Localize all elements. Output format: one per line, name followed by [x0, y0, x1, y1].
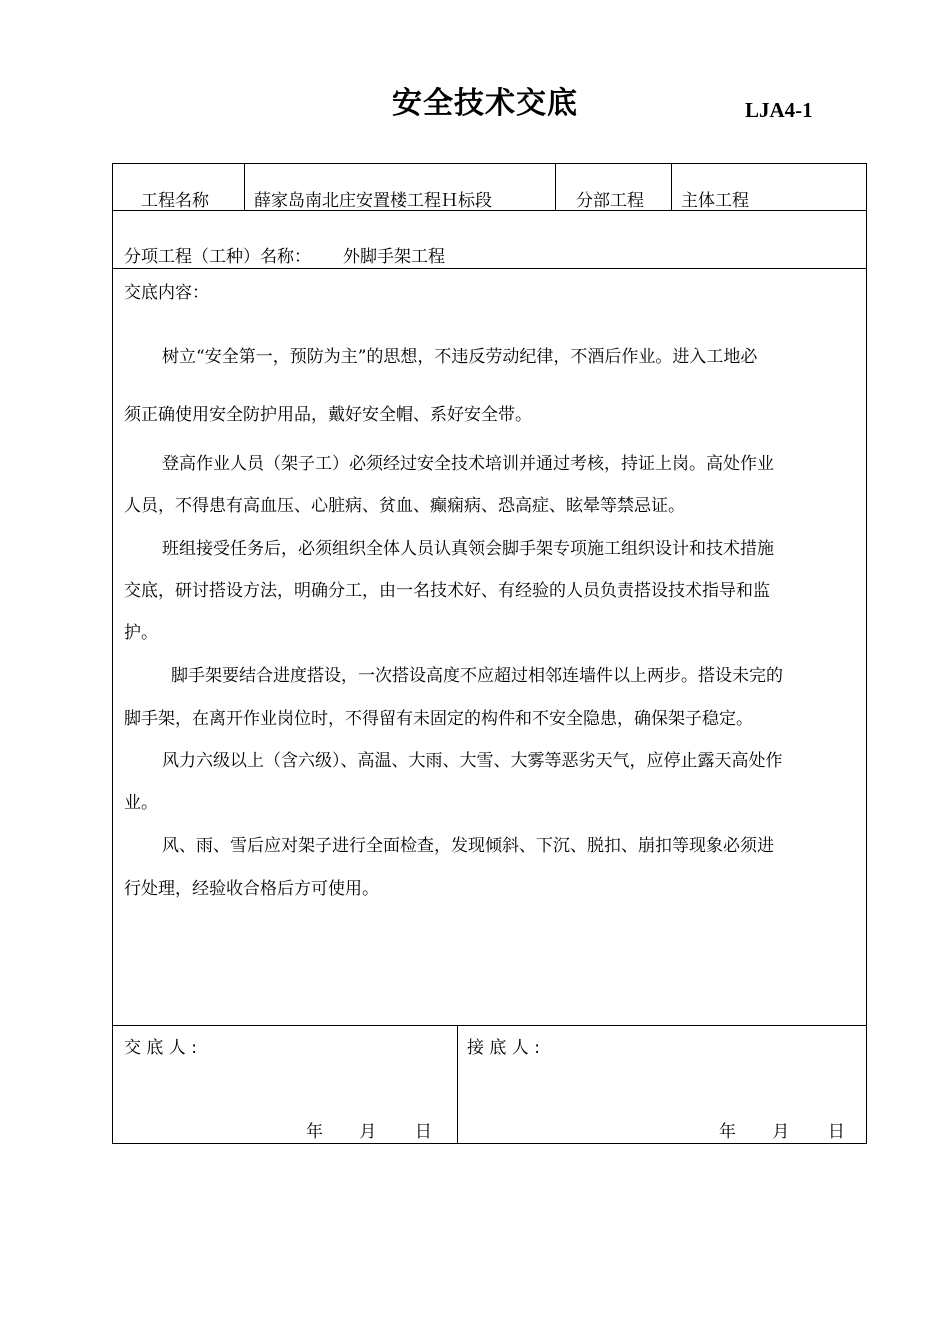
- row-divider: [112, 268, 867, 269]
- content-line: 须正确使用安全防护用品，戴好安全帽、系好安全带。: [124, 405, 532, 425]
- giver-date-month: 月: [359, 1122, 377, 1142]
- column-divider: [457, 1025, 458, 1144]
- subitem-value: 外脚手架工程: [343, 247, 445, 267]
- content-line: 班组接受任务后，必须组织全体人员认真领会脚手架专项施工组织设计和技术措施: [162, 539, 774, 559]
- receiver-date-day: 日: [827, 1122, 845, 1142]
- content-line: 风、雨、雪后应对架子进行全面检查，发现倾斜、下沉、脱扣、崩扣等现象必须进: [162, 836, 774, 856]
- column-divider: [555, 163, 556, 210]
- content-line: 人员，不得患有高血压、心脏病、贫血、癫痫病、恐高症、眩晕等禁忌证。: [124, 496, 685, 516]
- content-line: 风力六级以上（含六级）、高温、大雨、大雪、大雾等恶劣天气，应停止露天高处作: [162, 751, 783, 771]
- content-line: 脚手架要结合进度搭设，一次搭设高度不应超过相邻连墙件以上两步。搭设未完的: [171, 666, 783, 686]
- receiver-date: [719, 1117, 845, 1142]
- content-line: 行处理，经验收合格后方可使用。: [124, 879, 379, 899]
- document-code: LJA4-1: [745, 98, 813, 122]
- project-name-value: 薛家岛南北庄安置楼工程Ｈ标段: [254, 191, 492, 211]
- subitem-label: 分项工程（工种）名称：: [124, 247, 311, 267]
- giver-label: 交 底 人 :: [124, 1038, 197, 1058]
- division-value: 主体工程: [681, 191, 749, 211]
- column-divider: [671, 163, 672, 210]
- column-divider: [244, 163, 245, 210]
- giver-date-year: 年: [306, 1122, 323, 1142]
- content-line: 登高作业人员（架子工）必须经过安全技术培训并通过考核，持证上岗。高处作业: [162, 454, 774, 474]
- content-line: 业。: [124, 793, 158, 813]
- receiver-label: 接 底 人 :: [467, 1038, 540, 1058]
- receiver-date-month: 月: [772, 1122, 790, 1142]
- giver-date-day: 日: [414, 1122, 432, 1142]
- content-line: 交底，研讨搭设方法，明确分工，由一名技术好、有经验的人员负责搭设技术指导和监: [124, 581, 770, 601]
- content-line: 护。: [124, 623, 158, 643]
- content-line: 脚手架，在离开作业岗位时，不得留有未固定的构件和不安全隐患，确保架子稳定。: [124, 709, 753, 729]
- content-line: 树立“安全第一，预防为主”的思想，不违反劳动纪律，不酒后作业。进入工地必: [162, 347, 758, 367]
- receiver-date-year: 年: [719, 1122, 736, 1142]
- content-label: 交底内容：: [124, 283, 209, 303]
- project-name-label: 工程名称: [141, 191, 209, 211]
- document-title: 安全技术交底: [392, 86, 578, 121]
- division-label: 分部工程: [576, 191, 644, 211]
- row-divider: [112, 1025, 867, 1026]
- giver-date: [306, 1117, 432, 1142]
